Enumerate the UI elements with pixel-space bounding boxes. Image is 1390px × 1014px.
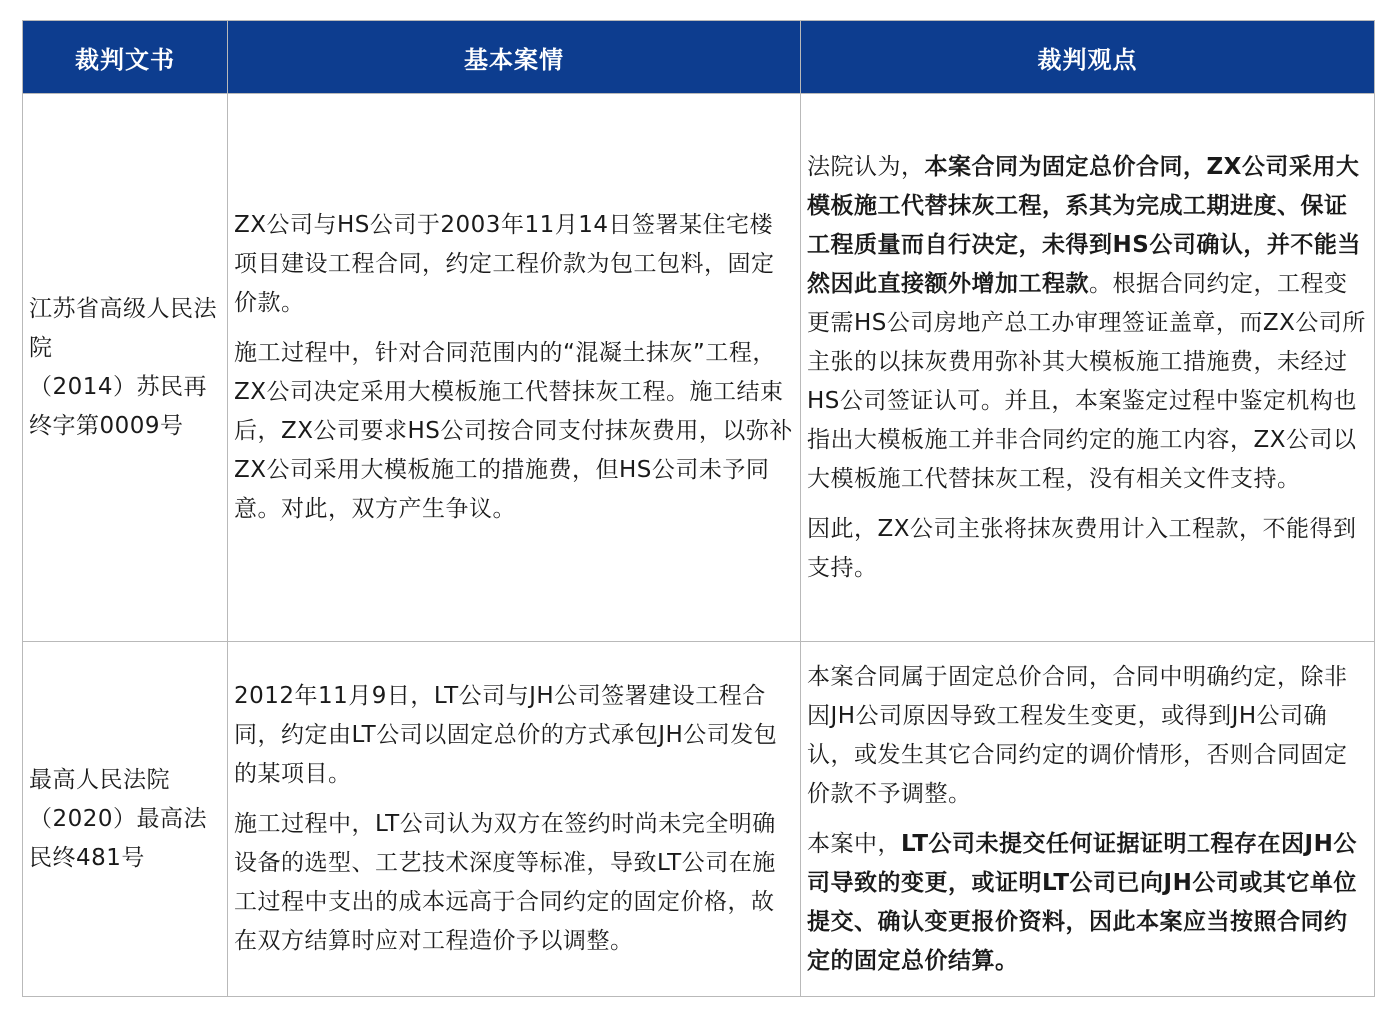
opinion-cell bbox=[801, 94, 1375, 642]
opinion-paragraph bbox=[807, 148, 1368, 499]
opinion-paragraph bbox=[807, 825, 1368, 981]
opinion-paragraph bbox=[807, 658, 1368, 814]
table-row bbox=[23, 642, 1375, 997]
facts-paragraph bbox=[234, 677, 794, 794]
opinion-paragraph bbox=[807, 510, 1368, 588]
court-name: 最高人民法院 bbox=[29, 766, 170, 793]
text-segment: 本案中， bbox=[807, 830, 901, 857]
text-segment: ZX公司与HS公司于2003年11月14日签署某住宅楼项目建设工程合同，约定工程价款为包工包料，固定价款。 bbox=[234, 212, 775, 316]
table-header bbox=[23, 21, 1375, 94]
text-segment: 施工过程中，LT公司认为双方在签约时尚未完全明确设备的选型、工艺技术深度等标准，导致LT公司在施工过程中支出的成本远高于合同约定的固定价格，故在双方结算时应对工程造价予以调整。 bbox=[234, 811, 776, 954]
document-cell bbox=[23, 642, 228, 997]
table-row bbox=[23, 94, 1375, 642]
opinion-cell bbox=[801, 642, 1375, 997]
text-segment: 因此，ZX公司主张将抹灰费用计入工程款，不能得到支持。 bbox=[807, 515, 1357, 581]
emphasis-segment: 本案合同为固定总价合同，ZX公司采用大模板施工代替抹灰工程，系其为完成工期进度、保证工程质量而自行决定，未得到HS公司确认，并不能当然因此直接额外增加工程款 bbox=[807, 153, 1361, 297]
header-document: 裁判文书 bbox=[23, 21, 228, 94]
text-segment: 法院认为， bbox=[807, 153, 925, 180]
document-cell bbox=[23, 94, 228, 642]
text-segment: 2012年11月9日，LT公司与JH公司签署建设工程合同，约定由LT公司以固定总价的方式承包JH公司发包的某项目。 bbox=[234, 683, 778, 787]
facts-paragraph bbox=[234, 334, 794, 529]
case-table bbox=[22, 20, 1375, 997]
facts-paragraph bbox=[234, 805, 794, 961]
text-segment: 本案合同属于固定总价合同，合同中明确约定，除非因JH公司原因导致工程发生变更，或得到JH公司确认，或发生其它合同约定的调价情形，否则合同固定价款不予调整。 bbox=[807, 663, 1348, 807]
text-segment: 施工过程中，针对合同范围内的“混凝土抹灰”工程，ZX公司决定采用大模板施工代替抹灰工程。施工结束后，ZX公司要求HS公司按合同支付抹灰费用，以弥补ZX公司采用大模板施工的措施费，但HS公司未予同意。对此，双方产生争议。 bbox=[234, 340, 793, 522]
text-segment: 。根据合同约定，工程变更需HS公司房地产总工办审理签证盖章，而ZX公司所主张的以抹灰费用弥补其大模板施工措施费，未经过HS公司签证认可。并且，本案鉴定过程中鉴定机构也指出大模板施工并非合同约定的施工内容，ZX公司以大模板施工代替抹灰工程，没有相关文件支持。 bbox=[807, 270, 1366, 492]
header-opinion: 裁判观点 bbox=[801, 21, 1375, 94]
facts-cell bbox=[228, 94, 801, 642]
court-name: 江苏省高级人民法院 bbox=[29, 295, 217, 361]
case-number: （2020）最高法民终481号 bbox=[29, 805, 208, 871]
emphasis-segment: LT公司未提交任何证据证明工程存在因JH公司导致的变更，或证明LT公司已向JH公司或其它单位提交、确认变更报价资料，因此本案应当按照合同约定的固定总价结算。 bbox=[807, 830, 1357, 974]
facts-cell bbox=[228, 642, 801, 997]
header-facts: 基本案情 bbox=[228, 21, 801, 94]
case-number: （2014）苏民再终字第0009号 bbox=[29, 373, 208, 439]
facts-paragraph bbox=[234, 206, 794, 323]
